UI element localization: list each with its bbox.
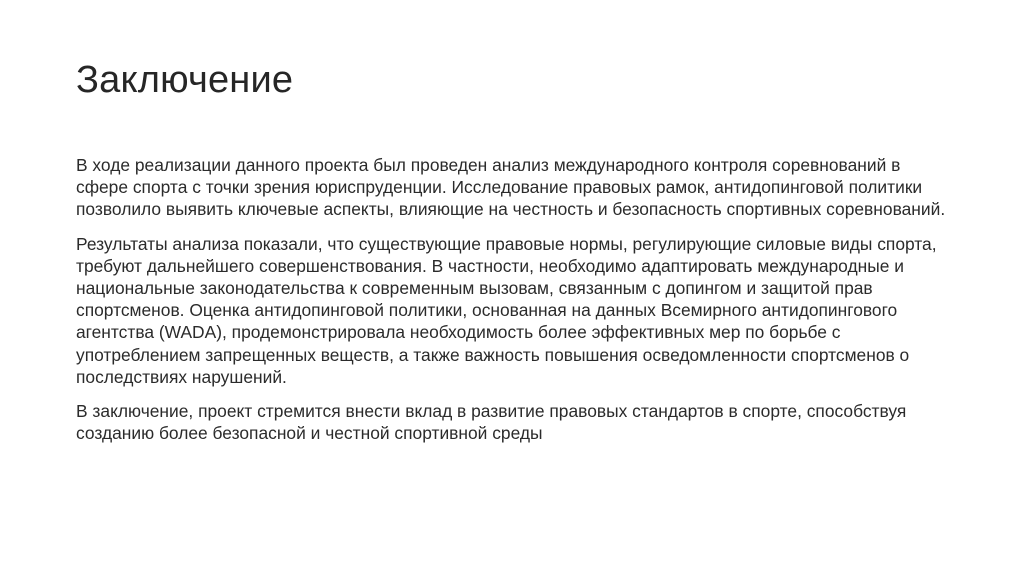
body-paragraph-1: В ходе реализации данного проекта был проведен анализ международного контроля соревнований в сфере спорта с точки зрения юриспруденции. Исследование правовых рамок, антидопинговой политики позволило выявить ключевые аспекты, влияющие на честность и безопасность спортивных соревнований. [76,155,946,220]
body-paragraph-3: В заключение, проект стремится внести вклад в развитие правовых стандартов в спорте, способствуя созданию более безопасной и честной спортивной среды [76,401,907,444]
slide-title: Заключение [76,59,294,101]
body-paragraph-2: Результаты анализа показали, что существующие правовые нормы, регулирующие силовые виды спорта, требуют дальнейшего совершенствования. В частности, необходимо адаптировать международные и национальные законодательства к современным вызовам, связанным с допингом и защитой прав спортсменов. Оценка антидопинговой политики, основанная на данных Всемирного антидопингового агентства (WADA), продемонстрировала необходимость более эффективных мер по борьбе с употреблением запрещенных веществ, а также важность повышения осведомленности спортсменов о последствиях нарушений. [76,233,937,387]
slide-body [76,154,956,456]
